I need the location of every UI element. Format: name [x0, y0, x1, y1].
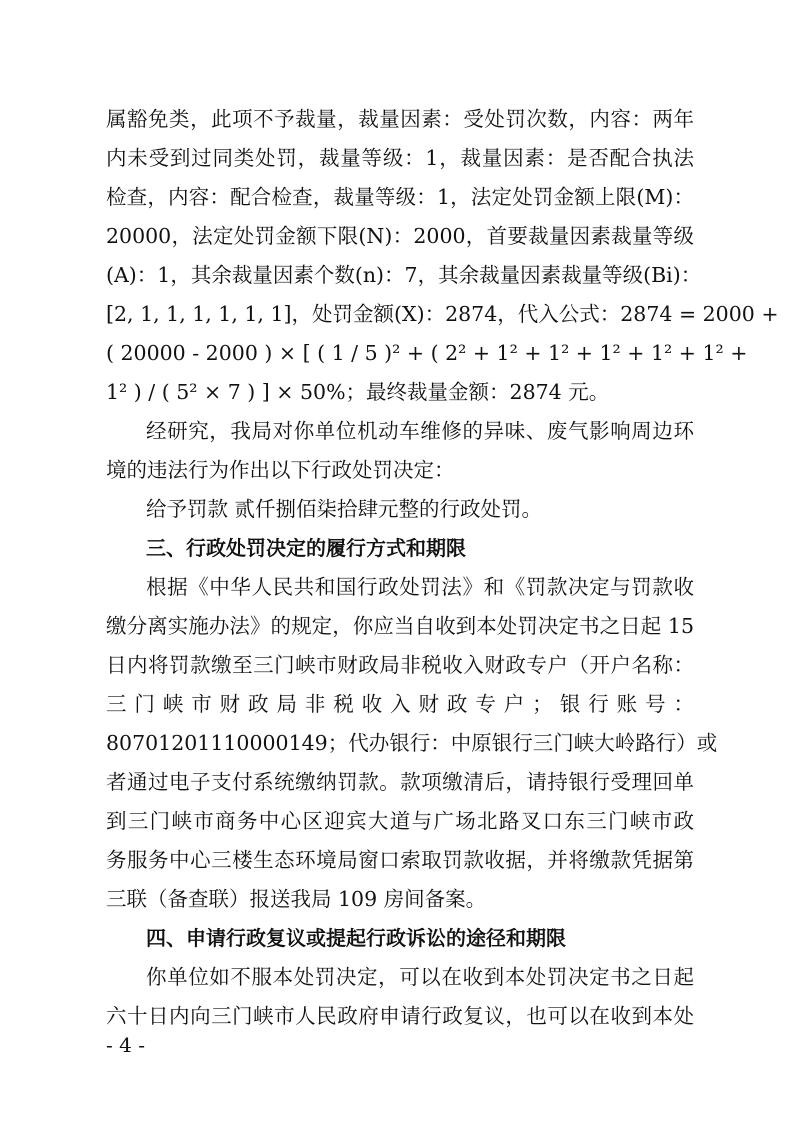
body-line: 到三门峡市商务中心区迎宾大道与广场北路叉口东三门峡市政 — [106, 809, 694, 833]
body-line: 六十日内向三门峡市人民政府申请行政复议，也可以在收到本处 — [106, 1004, 694, 1028]
body-line: 内未受到过同类处罚，裁量等级：1，裁量因素：是否配合执法 — [106, 146, 694, 170]
paragraph-first-line: 根据《中华人民共和国行政处罚法》和《罚款决定与罚款收 — [146, 575, 694, 599]
body-line: 三联（备查联）报送我局 109 房间备案。 — [106, 887, 487, 911]
formula-line: 1² ) / ( 5² × 7 ) ] × 50%；最终裁量金额：2874 元。 — [106, 380, 610, 404]
body-line: 缴分离实施办法》的规定，你应当自收到本处罚决定书之日起 15 — [106, 614, 694, 638]
penalty-decision: 给予罚款 贰仟捌佰柒拾肆元整的行政处罚。 — [146, 497, 543, 521]
body-line: [2, 1, 1, 1, 1, 1, 1]，处罚金额(X)：2874，代入公式：2874 = 2000 + — [106, 302, 779, 326]
body-line: 境的违法行为作出以下行政处罚决定： — [106, 458, 455, 482]
page-number: - 4 - — [106, 1033, 145, 1057]
body-line: 检查，内容：配合检查，裁量等级：1，法定处罚金额上限(M)： — [106, 185, 694, 209]
body-line: 属豁免类，此项不予裁量，裁量因素：受处罚次数，内容：两年 — [106, 107, 694, 131]
body-line: 20000，法定处罚金额下限(N)：2000，首要裁量因素裁量等级 — [106, 224, 694, 248]
section-heading: 三、行政处罚决定的履行方式和期限 — [146, 536, 466, 560]
body-line: 三 门 峡 市 财 政 局 非 税 收 入 财 政 专 户 ； 银 行 账 号 ： — [106, 692, 694, 716]
body-line: 80701201110000149；代办银行：中原银行三门峡大岭路行）或 — [106, 731, 718, 755]
paragraph-first-line: 你单位如不服本处罚决定，可以在收到本处罚决定书之日起 — [146, 965, 694, 989]
body-line: 务服务中心三楼生态环境局窗口索取罚款收据，并将缴款凭据第 — [106, 848, 694, 872]
formula-line: ( 20000 - 2000 ) × [ ( 1 / 5 )² + ( 2² + 1² + 1² + 1² + 1² + 1² + — [106, 341, 748, 365]
body-line: 日内将罚款缴至三门峡市财政局非税收入财政专户（开户名称： — [106, 653, 694, 677]
section-heading: 四、申请行政复议或提起行政诉讼的途径和期限 — [146, 926, 566, 950]
paragraph-first-line: 经研究，我局对你单位机动车维修的异味、废气影响周边环 — [146, 419, 694, 443]
body-line: 者通过电子支付系统缴纳罚款。款项缴清后，请持银行受理回单 — [106, 770, 694, 794]
body-line: (A)：1，其余裁量因素个数(n)：7，其余裁量因素裁量等级(Bi)： — [106, 263, 702, 287]
